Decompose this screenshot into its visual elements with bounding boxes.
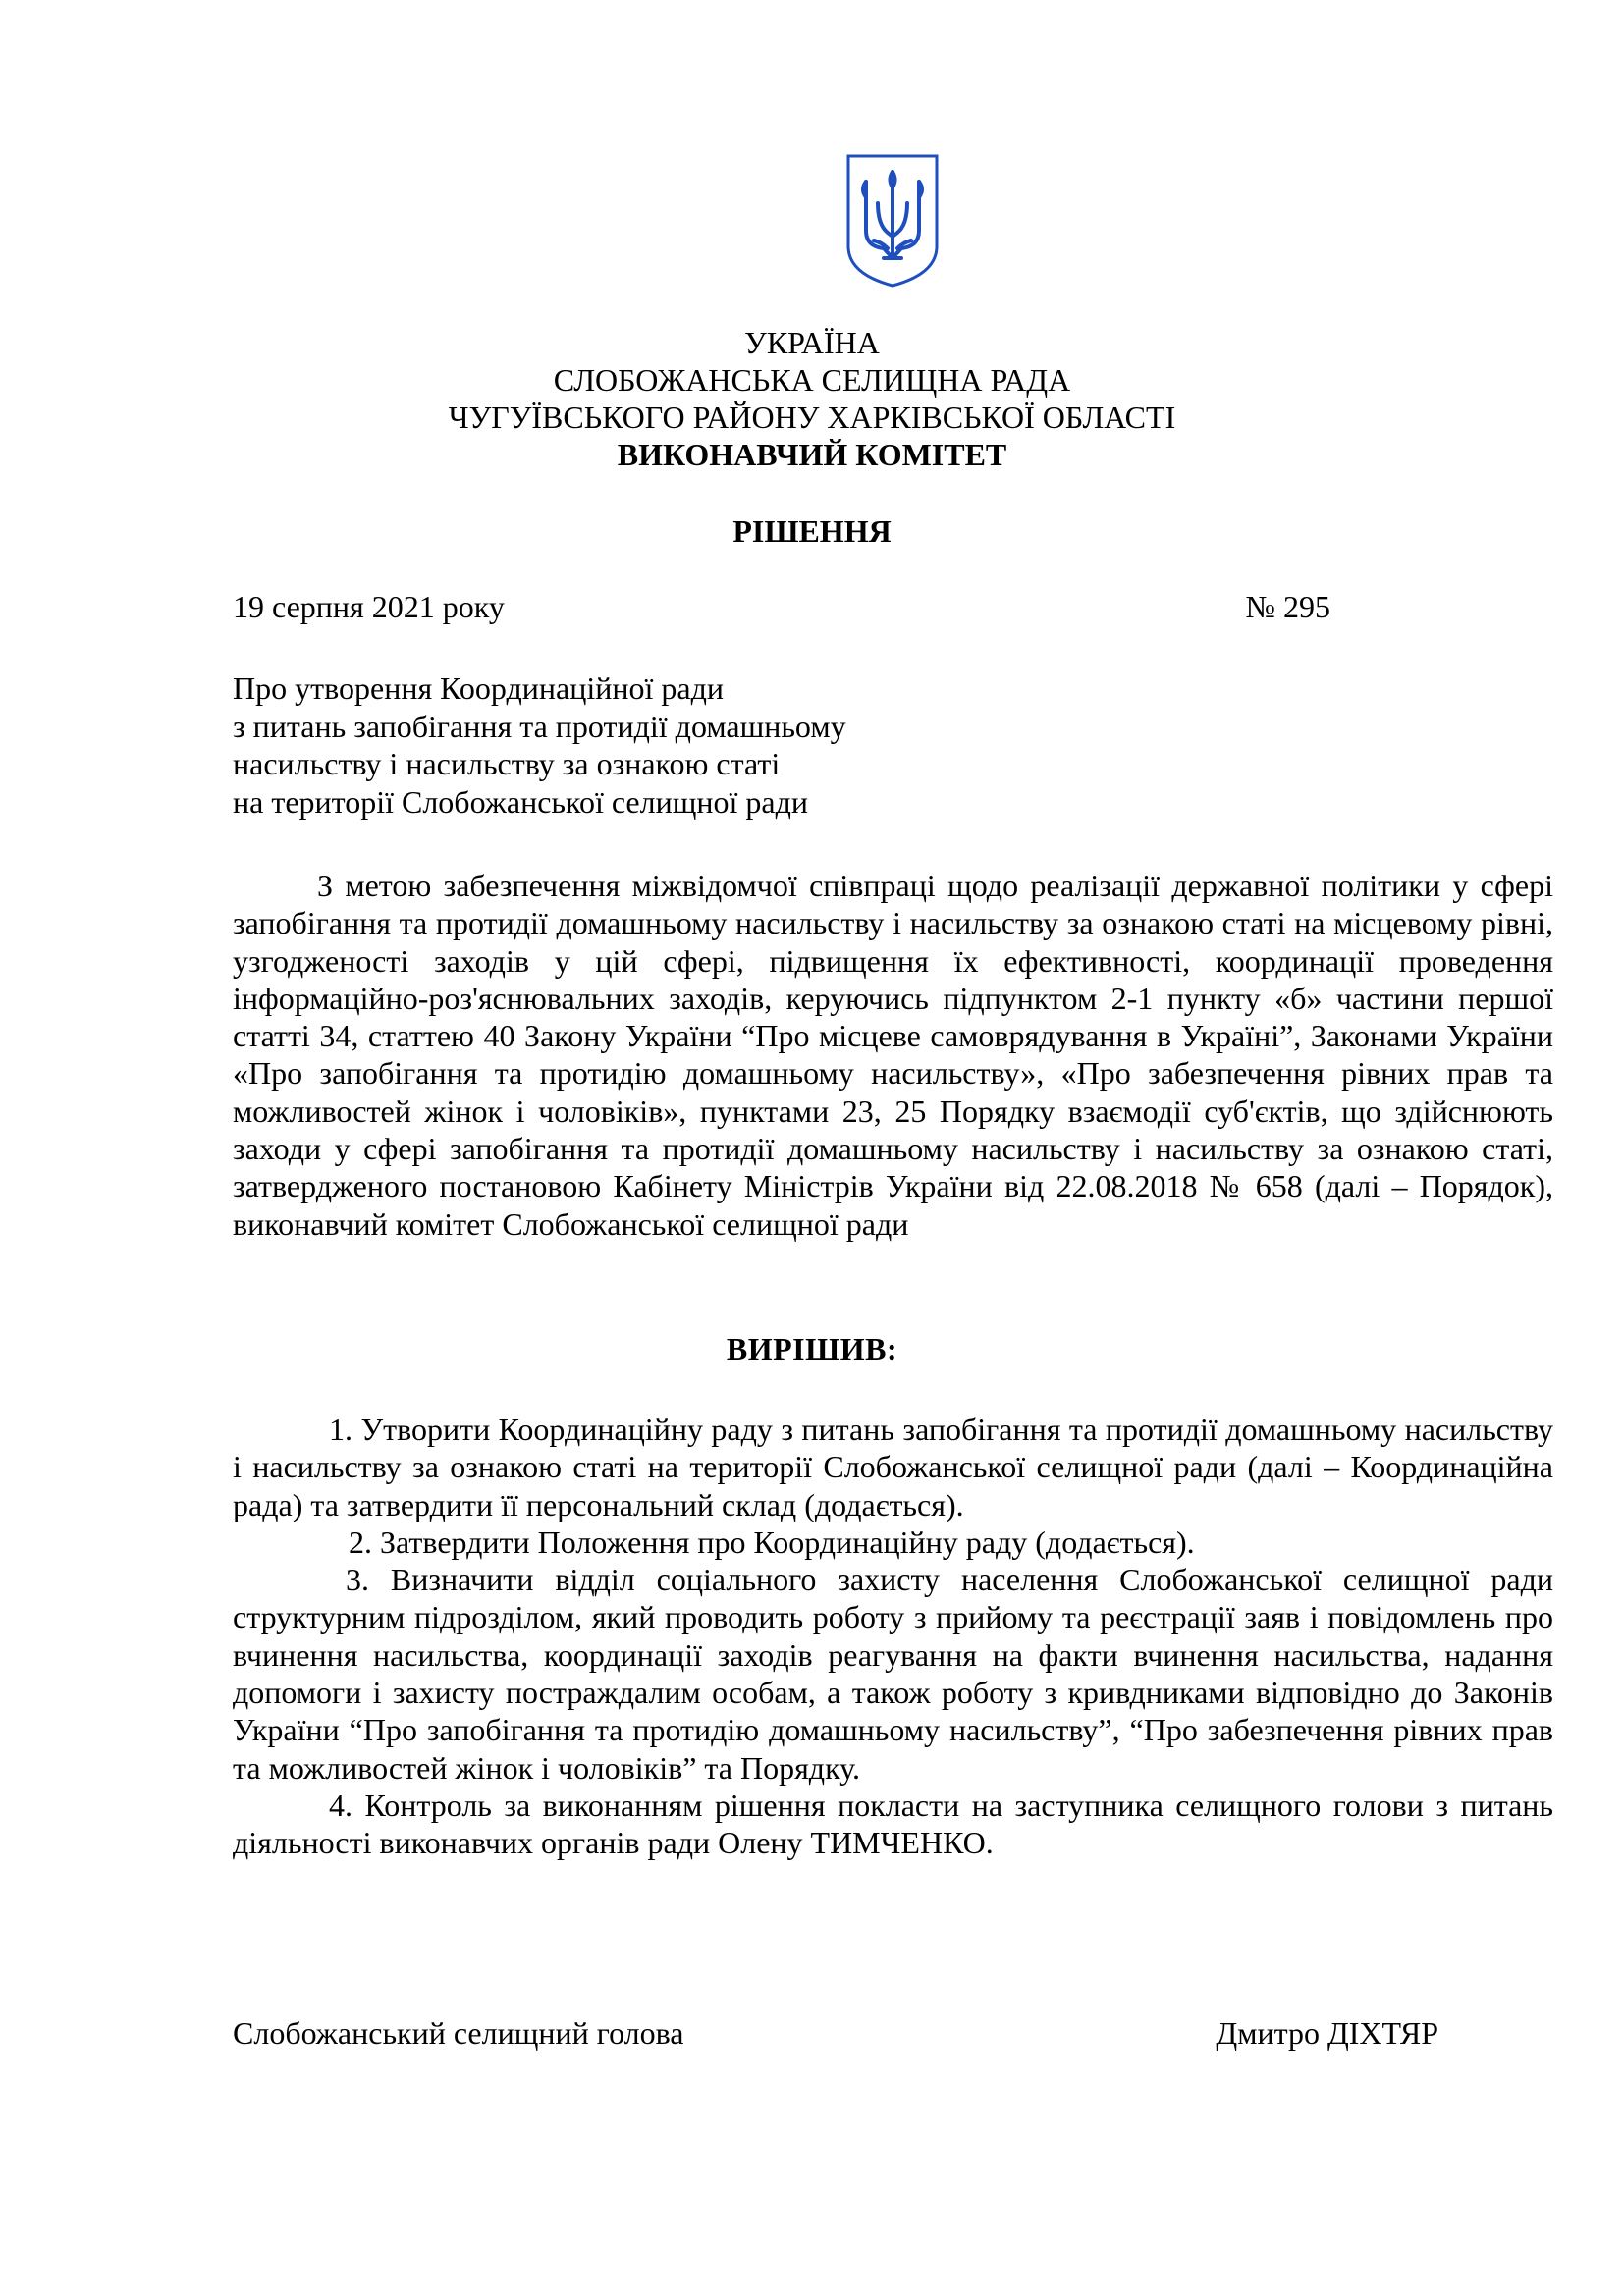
subject-line: Про утворення Координаційної ради bbox=[233, 670, 724, 706]
trident-coat-of-arms-icon bbox=[844, 152, 941, 290]
preamble-paragraph: З метою забезпечення міжвідомчої співпраці щодо реалізації державної політики у сфері запобігання та протидії домашньому насильству і насильству за ознакою статі на місцевому рівні, узгодженості заходів у цій сфері, підвищення їх ефективності, координації проведення інформаційно-роз'яснювальних заходів, керуючись підпунктом 2-1 пункту «б» частини першої статті 34, статтею 40 Закону України “Про місцеве самоврядування в Україні”, Законами України «Про запобігання та протидію домашньому насильству», «Про забезпечення рівних прав та можливостей жінок і чоловіків», пунктами 23, 25 Порядку взаємодії суб'єктів, що здійснюють заходи у сфері запобігання та протидії домашньому насильству і насильству за ознакою статі, затвердженого постановою Кабінету Міністрів України від 22.08.2018 № 658 (далі – Порядок), виконавчий комітет Слобожанської селищної ради bbox=[233, 868, 1553, 1242]
document-subject bbox=[233, 669, 846, 821]
decision-item: 2. Затвердити Положення про Координаційну раду (додається). bbox=[349, 1523, 1195, 1560]
header-district: ЧУГУЇВСЬКОГО РАЙОНУ ХАРКІВСЬКОЇ ОБЛАСТІ bbox=[448, 400, 1176, 435]
header-council: СЛОБОЖАНСЬКА СЕЛИЩНА РАДА bbox=[553, 362, 1071, 398]
signatory-position: Слобожанський селищний голова bbox=[233, 2015, 684, 2051]
subject-line: з питань запобігання та протидії домашньому bbox=[233, 708, 846, 744]
header-country: УКРАЇНА bbox=[744, 325, 880, 360]
resolved-heading: ВИРІШИВ: bbox=[726, 1331, 898, 1366]
coat-of-arms-emblem bbox=[844, 152, 941, 290]
subject-line: на території Слобожанської селищної ради bbox=[233, 783, 808, 820]
decisions-list bbox=[233, 1411, 1553, 1862]
decision-item: 4. Контроль за виконанням рішення покласти на заступника селищного голови з питань діяльності виконавчих органів ради Олену ТИМЧЕНКО. bbox=[233, 1787, 1553, 1861]
header-committee: ВИКОНАВЧИЙ КОМІТЕТ bbox=[617, 437, 1007, 472]
decision-item: 1. Утворити Координаційну раду з питань запобігання та протидії домашньому насильству і насильству за ознакою статі на території Слобожанської селищної ради (далі – Координаційна рада) та затвердити її персональний склад (додається). bbox=[233, 1412, 1553, 1522]
document-date: 19 серпня 2021 року bbox=[233, 589, 505, 624]
document-number: № 295 bbox=[1245, 589, 1330, 624]
subject-line: насильству і насильству за ознакою статі bbox=[233, 746, 781, 781]
document-header bbox=[0, 324, 1624, 473]
document-type: РІШЕННЯ bbox=[732, 513, 892, 549]
signatory-name: Дмитро ДІХТЯР bbox=[1216, 2015, 1438, 2051]
decision-item: 3. Визначити відділ соціального захисту населення Слобожанської селищної ради структурним підрозділом, який проводить роботу з прийому та реєстрації заяв і повідомлень про вчинення насильства, координації заходів реагування на факти вчинення насильства, надання допомоги і захисту постраждалим особам, а також роботу з кривдниками відповідно до Законів України “Про запобігання та протидію домашньому насильству”, “Про забезпечення рівних прав та можливостей жінок і чоловіків” та Порядку. bbox=[233, 1562, 1553, 1786]
